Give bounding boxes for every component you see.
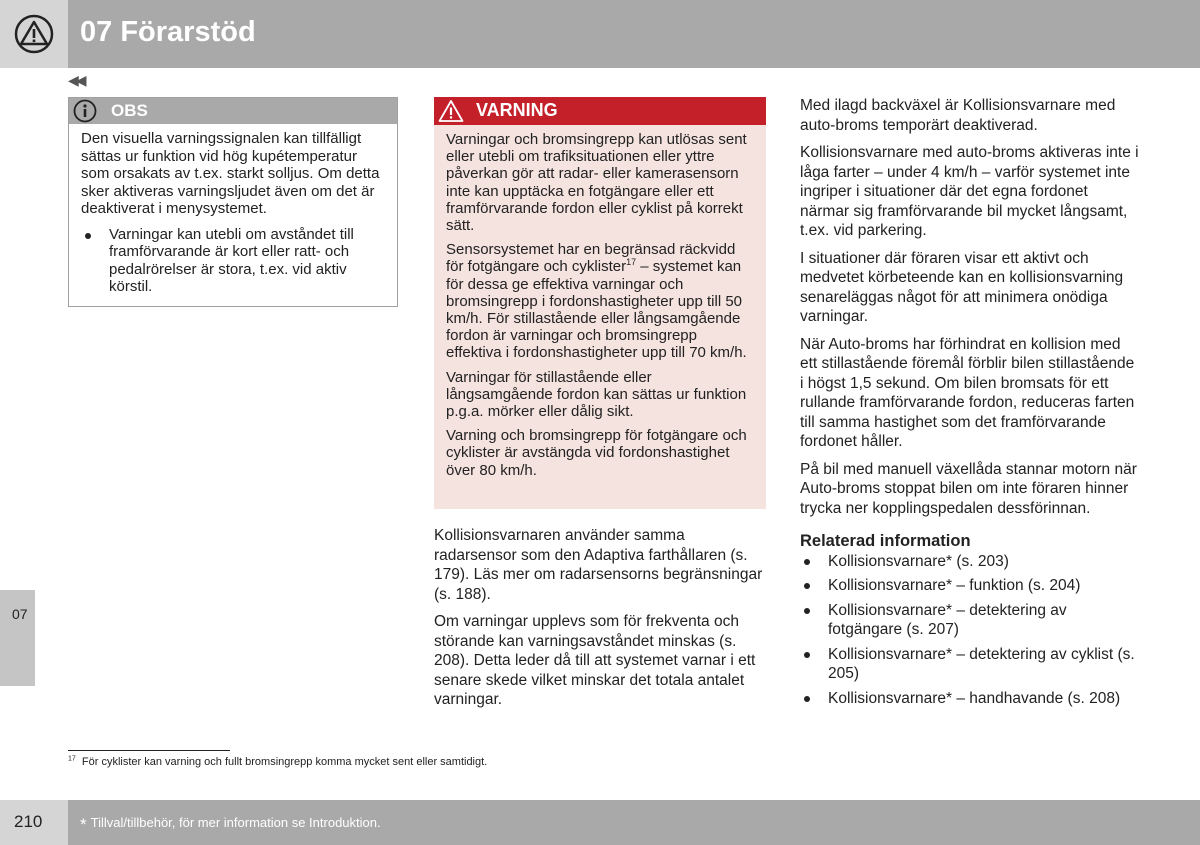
header-icon-box <box>0 0 68 68</box>
col3-paragraph-5: På bil med manuell växellåda stannar motorn när Auto-broms stoppat bilen om inte föraren hinner trycka ner kopplingspedalen dessförinnan. <box>800 460 1137 517</box>
related-link[interactable]: Kollisionsvarnare* (s. 203) <box>800 552 1140 572</box>
column-2-text <box>434 526 769 718</box>
related-info-title: Relaterad information <box>800 532 971 550</box>
warning-header <box>434 97 766 125</box>
col3-paragraph-3: I situationer där föraren visar ett aktivt och medvetet körbeteende kan en kollisionsvarning senareläggas något för att minimera onödiga varningar. <box>800 249 1124 325</box>
footnote-ref[interactable]: 17 <box>626 257 637 268</box>
col3-paragraph-1: Med ilagd backväxel är Kollisionsvarnare med auto-broms temporärt deaktiverad. <box>800 97 1116 134</box>
column-3-text <box>800 96 1140 713</box>
related-link[interactable]: Kollisionsvarnare* – detektering av cyklist (s. 205) <box>800 645 1140 684</box>
chapter-tab[interactable] <box>0 590 35 686</box>
footnote <box>68 756 487 768</box>
back-arrows-icon[interactable]: ◀◀ <box>68 72 84 88</box>
footer-note <box>80 815 381 835</box>
related-link[interactable]: Kollisionsvarnare* – handhavande (s. 208) <box>800 689 1140 709</box>
info-icon <box>73 99 97 123</box>
footnote-divider <box>68 750 230 751</box>
obs-header <box>69 98 397 124</box>
warning-paragraph-1: Varningar och bromsingrepp kan utlösas sent eller utebli om trafiksituationen eller yttre påverkan gör att radar- eller kamerasensorn inte kan upptäcka en fotgängare eller ett framförvarande fordon eller cyklist på korrekt sätt. <box>446 131 747 235</box>
warning-paragraph-2-b: – systemet kan för dessa ge effektiva varningar och bromsingrepp i fordonshastigheter upp till 50 km/h. För stillastående eller långsamgående fordon är varningar och bromsingrepp effektiva i fordonshastigheter upp till 70 km/h. <box>446 258 747 362</box>
obs-paragraph: Den visuella varningssignalen kan tillfälligt sättas ur funktion vid hög kupétemperatur som orsakats av t.ex. starkt solljus. Om detta sker aktiveras varningsljudet även om det är deaktiverat i menysystemet. <box>81 130 380 217</box>
obs-title: OBS <box>111 101 148 120</box>
warning-body <box>434 125 766 479</box>
warning-paragraph-4: Varning och bromsingrepp för fotgängare och cyklister är avstängda vid fordonshastighet över 80 km/h. <box>446 427 747 479</box>
footer-note-text: Tillval/tillbehör, för mer information se Introduktion. <box>90 815 381 830</box>
col3-paragraph-4: När Auto-broms har förhindrat en kollision med ett stillastående föremål förblir bilen stillastående i högst 1,5 sekund. Om bilen bromsats för ett rullande framförvarande fordon, reduceras farten till samma hastighet som det framförvarande fordonet håller. <box>800 335 1135 450</box>
page-title: 07 Förarstöd <box>80 16 256 48</box>
obs-body <box>69 124 397 296</box>
asterisk-icon: * <box>80 815 87 834</box>
page-number: 210 <box>14 812 43 831</box>
warning-paragraph-2-a: Sensorsystemet har en begränsad räckvidd för fotgängare och cyklister <box>446 241 736 276</box>
warning-box <box>434 97 766 509</box>
chapter-tab-label: 07 <box>12 606 28 622</box>
warning-triangle-icon <box>438 99 464 123</box>
obs-bullet-list <box>81 226 385 296</box>
footnote-text: För cyklister kan varning och fullt bromsingrepp komma mycket sent eller samtidigt. <box>81 756 488 768</box>
col2-paragraph-2: Om varningar upplevs som för frekventa och störande kan varningsavståndet minskas (s. 208). Detta leder då till att systemet varnar i ett senare skede vilket minskar det totala antalet varningar. <box>434 613 756 708</box>
col2-paragraph-1: Kollisionsvarnaren använder samma radarsensor som den Adaptiva farthållaren (s. 179). Läs mer om radarsensorns begränsningar (s. 188). <box>434 527 763 603</box>
warning-triangle-icon <box>14 14 54 54</box>
warning-title: VARNING <box>476 100 558 120</box>
col3-paragraph-2: Kollisionsvarnare med auto-broms aktiveras inte i låga farter – under 4 km/h – varför systemet inte ingriper i situationer där det egna fordonet närmar sig framförvarande bil mycket långsamt, t.ex. vid parkering. <box>800 144 1139 239</box>
related-link[interactable]: Kollisionsvarnare* – detektering av fotgängare (s. 207) <box>800 601 1140 640</box>
related-info-list <box>800 552 1140 709</box>
related-link[interactable]: Kollisionsvarnare* – funktion (s. 204) <box>800 576 1140 596</box>
list-item: Varningar kan utebli om avståndet till framförvarande är kort eller ratt- och pedalrörelser är stora, t.ex. vid aktiv körstil. <box>81 226 385 296</box>
warning-paragraph-3: Varningar för stillastående eller långsamgående fordon kan sättas ur funktion p.g.a. mörker eller dålig sikt. <box>446 368 747 421</box>
obs-note-box <box>68 97 398 307</box>
warning-paragraph-2 <box>446 241 754 361</box>
footnote-number: 17 <box>68 755 76 763</box>
